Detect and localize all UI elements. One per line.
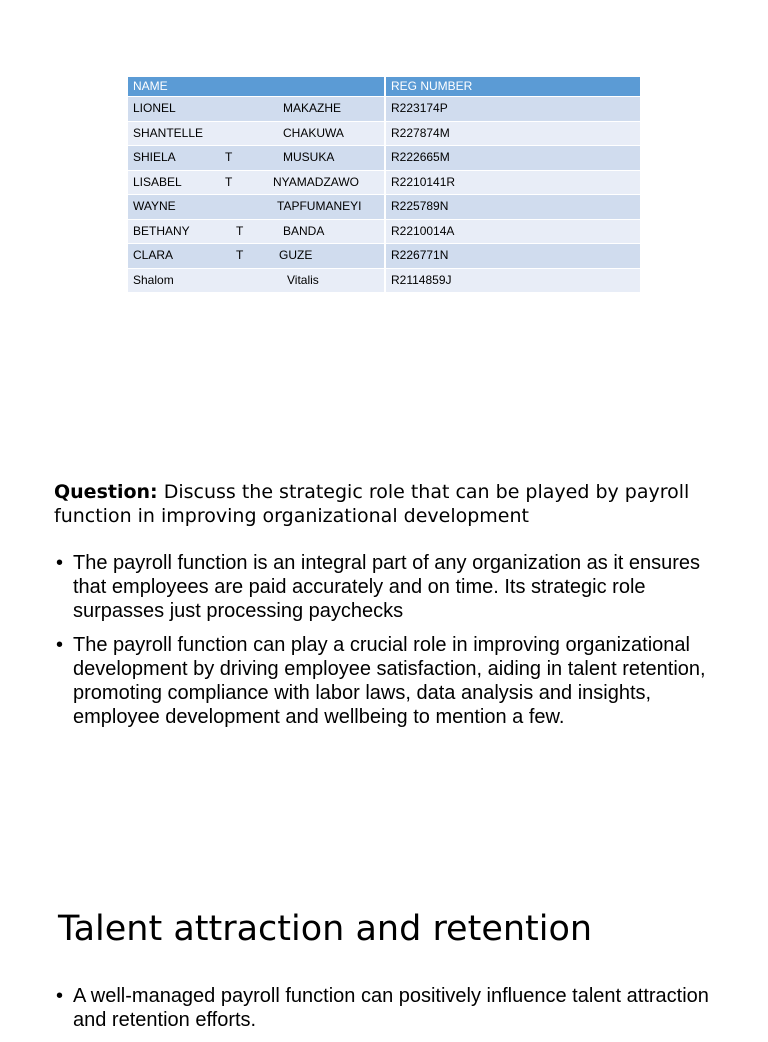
name-cell [128, 121, 385, 146]
list-item: • The payroll function is an integral part of any organization as it ensures that employees are paid accurately and on time. Its strategic role surpasses just processing paychecks [56, 551, 728, 623]
table-row [128, 146, 640, 171]
name-cell [128, 195, 385, 220]
surname: Vitalis [287, 272, 319, 287]
question-text: Discuss the strategic role that can be played by payroll function in improving organizational development [54, 481, 690, 527]
first-name: WAYNE [133, 199, 176, 213]
reg-number-cell: R226771N [385, 244, 640, 269]
reg-number-cell: R225789N [385, 195, 640, 220]
table-row [128, 195, 640, 220]
reg-number-cell: R227874M [385, 121, 640, 146]
name-cell [128, 219, 385, 244]
reg-number-cell: R2114859J [385, 268, 640, 292]
name-cell [128, 170, 385, 195]
surname: TAPFUMANEYI [277, 199, 362, 213]
surname: NYAMADZAWO [273, 174, 359, 189]
reg-number-cell: R2210014A [385, 219, 640, 244]
registration-table [128, 77, 640, 292]
table-row [128, 121, 640, 146]
reg-number-cell: R2210141R [385, 170, 640, 195]
first-name: LISABEL [133, 174, 182, 189]
surname: CHAKUWA [283, 125, 344, 140]
question-label: Question: [54, 481, 158, 503]
section-heading: Talent attraction and retention [58, 909, 593, 949]
table-row [128, 268, 640, 292]
first-name: LIONEL [133, 101, 176, 115]
first-name: BETHANY [133, 223, 190, 238]
surname: GUZE [279, 248, 313, 262]
surname: MAKAZHE [283, 101, 342, 115]
name-cell [128, 268, 385, 292]
first-name: SHANTELLE [133, 125, 204, 140]
table-row [128, 170, 640, 195]
section-bullet-list [56, 984, 728, 1042]
surname: BANDA [283, 223, 325, 238]
header-name: NAME [128, 77, 385, 97]
table-row [128, 219, 640, 244]
surname: MUSUKA [283, 150, 335, 164]
reg-number-cell: R223174P [385, 97, 640, 122]
middle-initial: T [225, 174, 233, 189]
table-row [128, 97, 640, 122]
question-block [54, 480, 734, 528]
list-item: • A well-managed payroll function can positively influence talent attraction and retention efforts. [56, 984, 728, 1032]
table-row [128, 244, 640, 269]
name-cell [128, 244, 385, 269]
intro-bullet-list [56, 551, 728, 739]
table-header-row [128, 77, 640, 97]
header-reg-number: REG NUMBER [385, 77, 640, 97]
middle-initial: T [225, 150, 233, 164]
first-name: CLARA [133, 248, 174, 262]
middle-initial: T [236, 223, 244, 238]
name-cell [128, 97, 385, 122]
first-name: SHIELA [133, 150, 176, 164]
reg-number-cell: R222665M [385, 146, 640, 171]
list-item: • The payroll function can play a crucial role in improving organizational development by driving employee satisfaction, aiding in talent retention, promoting compliance with labor laws, data analysis and insights, employee development and wellbeing to mention a few. [56, 633, 728, 729]
middle-initial: T [236, 248, 244, 262]
name-cell [128, 146, 385, 171]
first-name: Shalom [133, 272, 174, 287]
